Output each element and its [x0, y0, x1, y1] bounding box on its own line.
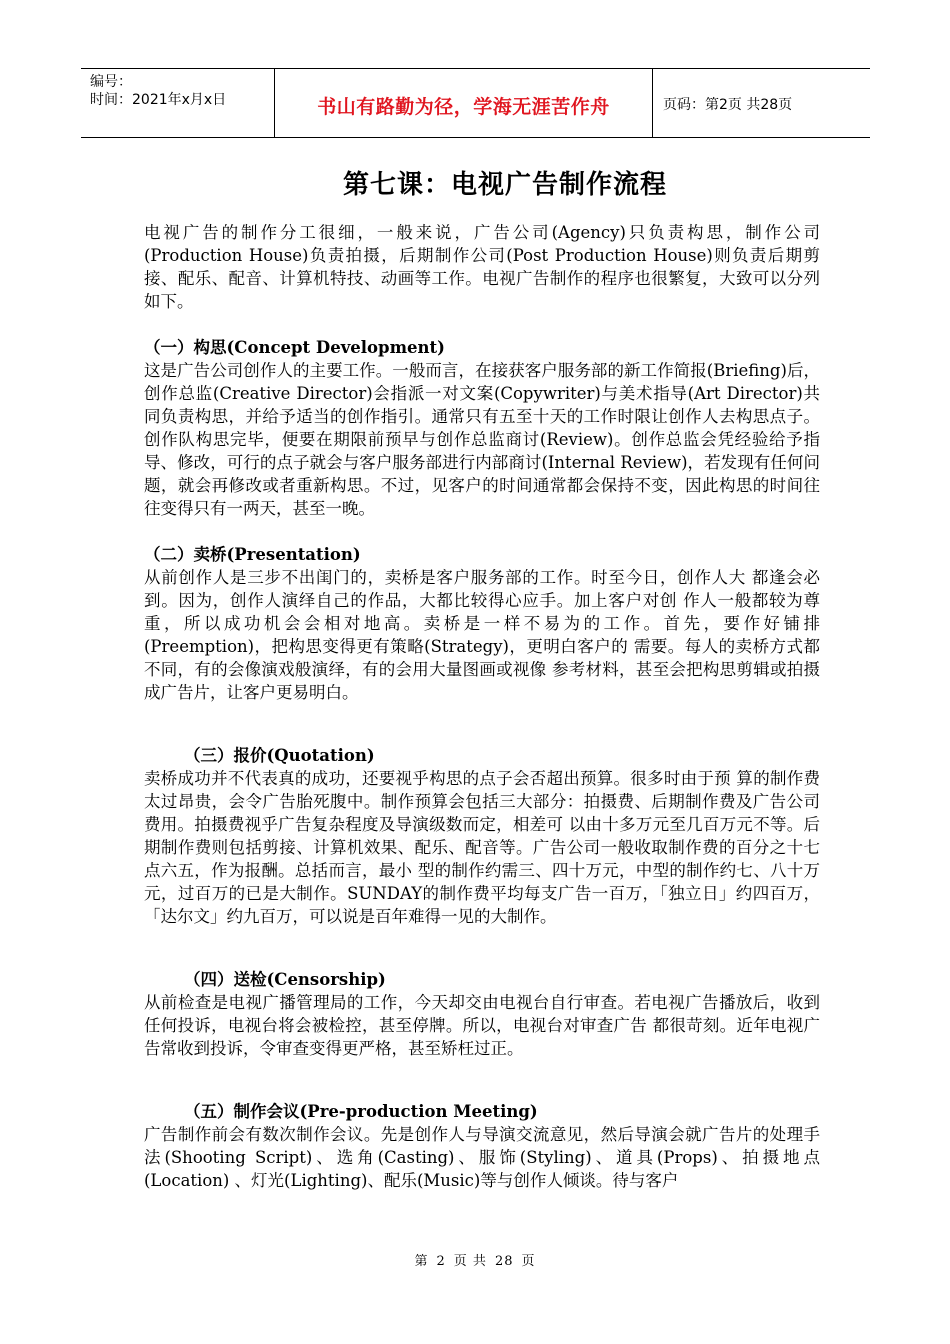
section-heading: （一）构思(Concept Development) [144, 338, 445, 357]
section-body: 广告制作前会有数次制作会议。先是创作人与导演交流意见，然后导演会就广告片的处理手法(Shooting Script)、选角(Casting)、服饰(Styling)、道具(Props)、拍摄地点(Location) 、灯光(Lighting)、配乐(Music)等与创作人倾谈。待与客户 [144, 1125, 820, 1190]
section-censorship [144, 968, 820, 1060]
footer-total-pages: 28 [494, 1254, 514, 1269]
section-quotation [144, 744, 820, 928]
section-body: 卖桥成功并不代表真的成功，还要视乎构思的点子会否超出预算。很多时由于预 算的制作费太过昂贵，会令广告胎死腹中。制作预算会包括三大部分：拍摄费、后期制作费及广告公司费用。拍摄费视乎广告复杂程度及导演级数而定，相差可 以由十多万元至几百万元不等。后期制作费则包括剪接、计算机效果、配乐、配音等。广告公司一般收取制作费的百分之十七点六五，作为报酬。总括而言，最小 型的制作约需三、四十万元，中型的制作约七、八十万元，过百万的已是大制作。SUNDAY的制作费平均每支广告一百万，「独立日」约四百万，「达尔文」约九百万，可以说是百年难得一见的大制作。 [144, 769, 820, 926]
footer-suffix: 页 [521, 1254, 536, 1269]
intro-paragraph: 电视广告的制作分工很细，一般来说，广告公司(Agency)只负责构思，制作公司 (Production House)负责拍摄，后期制作公司(Post Production House)则负责后期剪接、配乐、配音、计算机特技、动画等工作。电视广告制作的程序也很繁复，大致可以分列如下。 [144, 223, 820, 311]
page-title: 第七课：电视广告制作流程 [342, 170, 667, 200]
section-presentation [144, 543, 820, 704]
section-preproduction [144, 1100, 820, 1192]
section-body: 这是广告公司创作人的主要工作。一般而言，在接获客户服务部的新工作简报(Briefing)后，创作总监(Creative Director)会指派一对文案(Copywriter)与美术指导(Art Director)共同负责构思，并给予适当的创作指引。通常只有五至十天的工作时限让创作人去构思点子。创作队构思完毕，便要在期限前预早与创作总监商讨(Review)。创作总监会凭经验给予指导、修改，可行的点子就会与客户服务部进行内部商讨(Internal Review)，若发现有任何问题，就会再修改或者重新构思。不过，见客户的时间通常都会保持不变，因此构思的时间往往变得只有一两天，甚至一晚。 [144, 361, 820, 518]
section-heading: （五）制作会议(Pre-production Meeting) [184, 1102, 538, 1121]
document-date-label: 时间：2021年x月x日 [90, 92, 227, 108]
footer-mid: 页 共 [453, 1254, 487, 1269]
footer-prefix: 第 [414, 1254, 429, 1269]
section-body: 从前创作人是三步不出闺门的，卖桥是客户服务部的工作。时至今日，创作人大 都逢会必到。因为，创作人演绎自己的作品，大都比较得心应手。加上客户对创 作人一般都较为尊重，所以成功机会会相对地高。卖桥是一样不易为的工作。首先，要作好铺排(Preemption)，把构思变得更有策略(Strategy)，更明白客户的 需要。每人的卖桥方式都不同，有的会像演戏般演绎，有的会用大量图画或视像 参考材料，甚至会把构思剪辑或拍摄成广告片，让客户更易明白。 [144, 568, 820, 702]
section-heading: （三）报价(Quotation) [184, 746, 375, 765]
footer-page-number: 2 [436, 1254, 446, 1269]
page-header [81, 68, 870, 138]
section-heading: （二）卖桥(Presentation) [144, 545, 361, 564]
section-body: 从前检查是电视广播管理局的工作，今天却交由电视台自行审查。若电视广告播放后，收到任何投诉，电视台将会被检控，甚至停牌。所以，电视台对审查广告 都很苛刻。近年电视广告常收到投诉，令审查变得更严格，甚至矫枉过正。 [144, 993, 820, 1058]
header-page-info: 页码：第2页 共28页 [663, 97, 793, 113]
document-body [144, 221, 820, 1192]
header-motto: 书山有路勤为径，学海无涯苦作舟 [275, 69, 653, 137]
page-footer [0, 1250, 950, 1269]
section-concept [144, 336, 820, 520]
section-heading: （四）送检(Censorship) [184, 970, 386, 989]
header-meta-cell [81, 69, 275, 137]
document-number-label: 编号： [90, 74, 132, 90]
